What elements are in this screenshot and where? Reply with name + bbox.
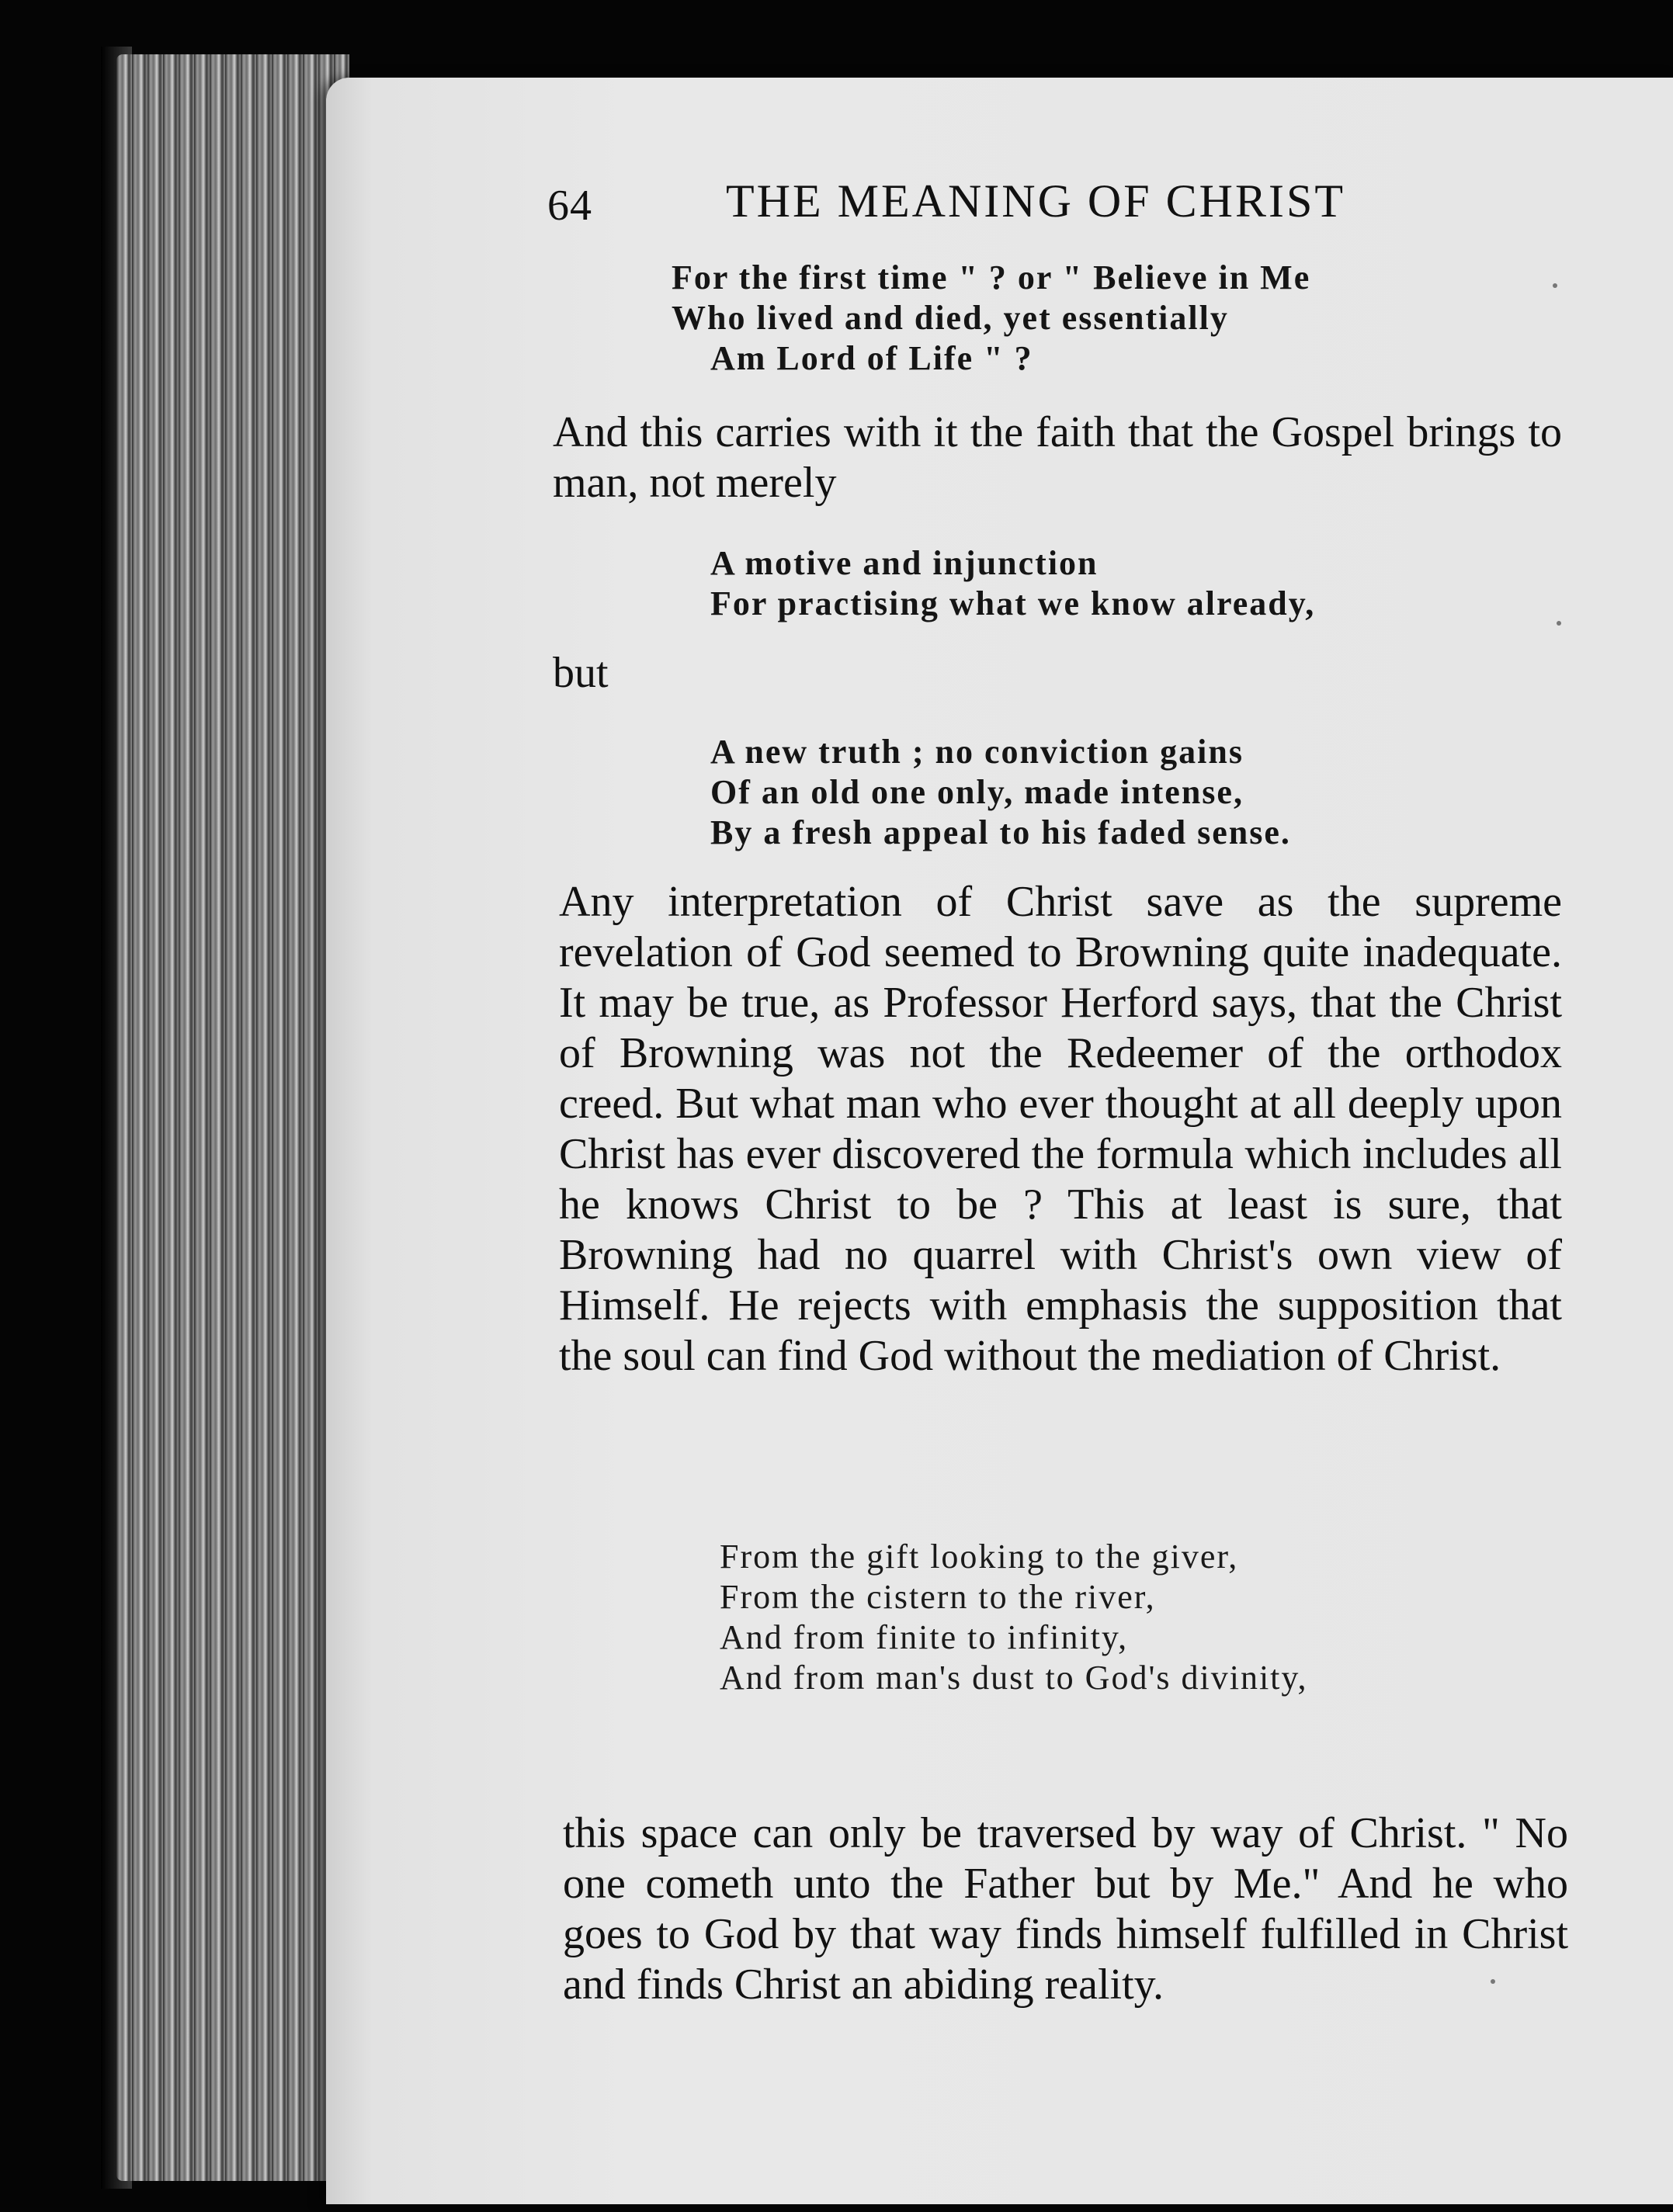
verse-line: A new truth ; no conviction gains [710, 733, 1244, 771]
verse-quote-3 [710, 732, 1291, 853]
verse-line: For the first time " ? or " Believe in Me [672, 258, 1311, 296]
verse-line: From the gift looking to the giver, [720, 1538, 1239, 1576]
verse-line: For practising what we know already, [710, 584, 1316, 622]
paragraph-3: this space can only be traversed by way of Christ. " No one cometh unto the Father but by Me." And he who goes to God by that way finds himself fulfilled in Christ and finds Christ an abiding reality. [563, 1809, 1568, 2009]
page-number: 64 [547, 182, 592, 230]
verse-line: A motive and injunction [710, 544, 1099, 582]
paper-speck [1491, 1979, 1495, 1984]
verse-line: By a fresh appeal to his faded sense. [710, 813, 1291, 851]
verse-line: Of an old one only, made intense, [710, 773, 1244, 811]
book-page [326, 78, 1673, 2204]
paper-speck [1557, 621, 1561, 626]
verse-line: Am Lord of Life " ? [710, 339, 1033, 377]
verse-quote-2 [710, 543, 1315, 624]
book-page-edges [116, 54, 349, 2181]
verse-line: And from man's dust to God's divinity, [720, 1659, 1308, 1697]
page-header [547, 175, 1401, 244]
verse-quote-4 [720, 1537, 1308, 1698]
paper-speck [1553, 283, 1557, 288]
paragraph-1: And this carries with it the faith that the Gospel brings to man, not merely [553, 408, 1562, 507]
verse-line: From the cistern to the river, [720, 1578, 1156, 1616]
verse-line: Who lived and died, yet essentially [672, 299, 1229, 337]
verse-line: And from finite to infinity, [720, 1618, 1129, 1656]
connector-word: but [553, 649, 609, 697]
verse-quote-1 [672, 258, 1310, 379]
paragraph-2: Any interpretation of Christ save as the supreme revelation of God seemed to Browning quite inadequate. It may be true, as Professor Herford says, that the Christ of Browning was not the Redeemer of the orthodox creed. But what man who ever thought at all deeply upon Christ has ever discovered the formula which includes all he knows Christ to be ? This at least is sure, that Browning had no quarrel with Christ's own view of Himself. He rejects with emphasis the supposition that the soul can find God without the mediation of Christ. [559, 878, 1562, 1380]
running-title: THE MEANING OF CHRIST [726, 175, 1345, 227]
